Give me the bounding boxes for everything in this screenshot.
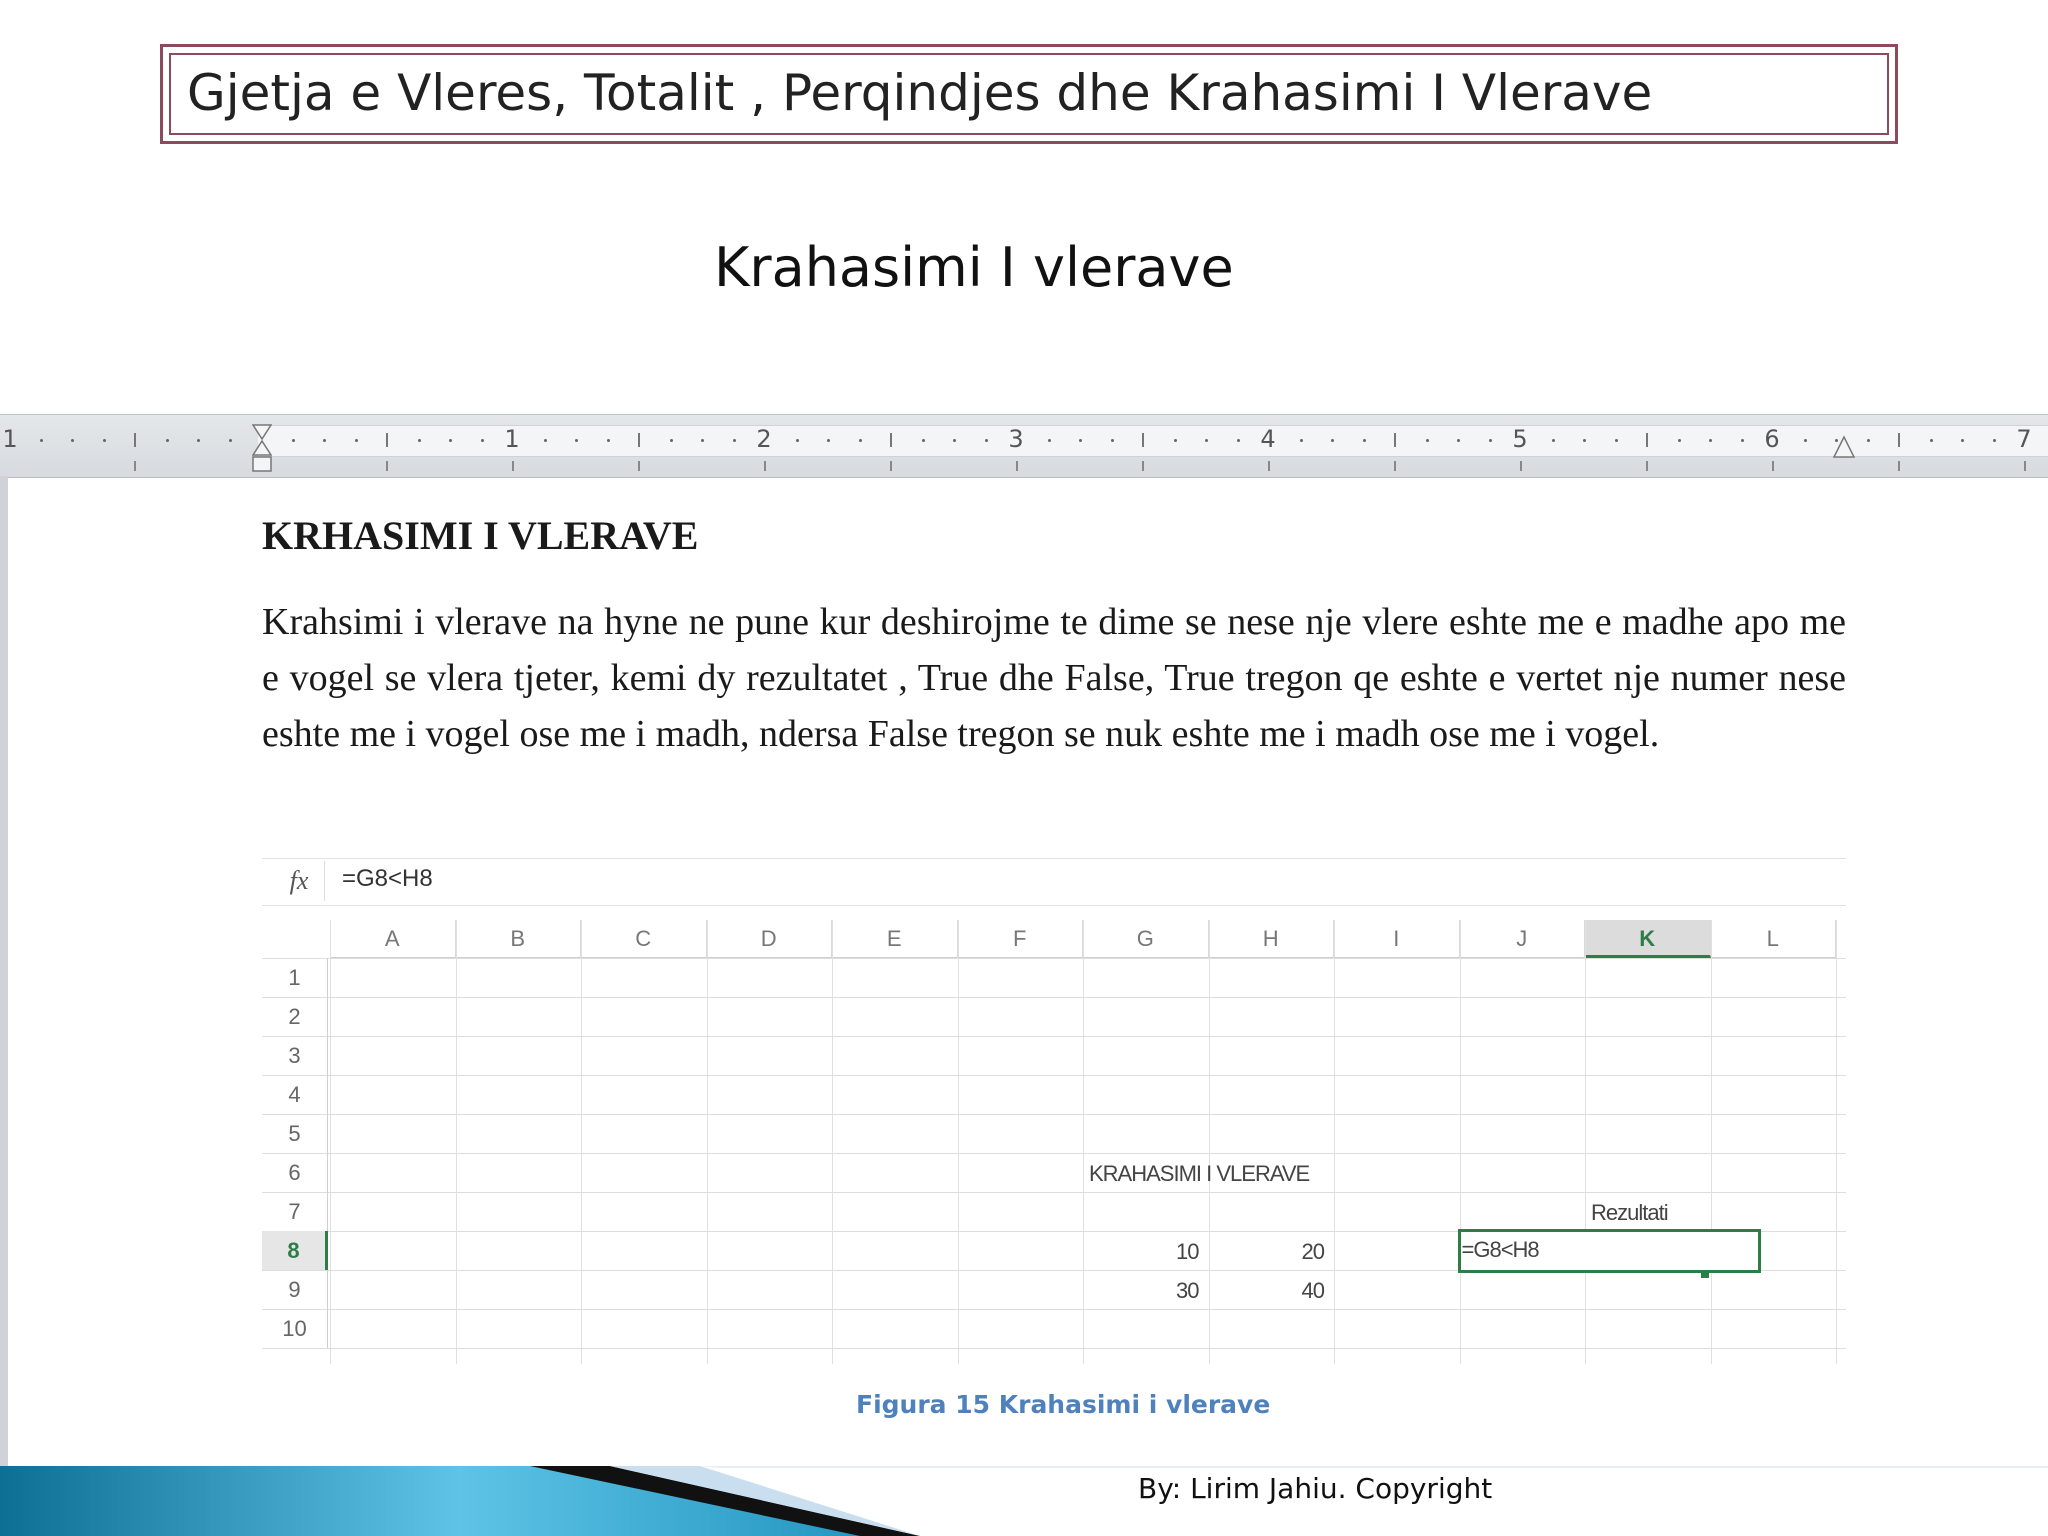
horizontal-ruler [0, 414, 2048, 478]
ruler-dot [40, 439, 43, 442]
column-header-g[interactable]: G [1083, 920, 1209, 958]
ruler-dot [1552, 439, 1555, 442]
ruler-bottom-tick [1268, 461, 1270, 471]
ruler-bottom-tick [1898, 461, 1900, 471]
ruler-dot [1048, 439, 1051, 442]
cell-g6-title: KRAHASIMI I VLERAVE [1089, 1161, 1310, 1186]
column-header-a[interactable]: A [330, 920, 456, 958]
grid-column-line [1460, 920, 1461, 1364]
spreadsheet-grid [262, 920, 1846, 1364]
ruler-dot [701, 439, 704, 442]
ruler-dot [103, 439, 106, 442]
grid-column-line [330, 920, 331, 1364]
grid-row-line [262, 1192, 1846, 1193]
ruler-dot [1615, 439, 1618, 442]
ruler-dot [229, 439, 232, 442]
ruler-half-tick [890, 433, 892, 447]
ruler-dot [1709, 439, 1712, 442]
ruler-half-tick [1394, 433, 1396, 447]
column-header-j[interactable]: J [1460, 920, 1586, 958]
column-header-k[interactable]: K [1585, 920, 1711, 958]
ruler-dot [1835, 439, 1838, 442]
column-header-b[interactable]: B [456, 920, 582, 958]
page-left-edge [0, 476, 8, 1466]
cell-j8-formula-edit[interactable]: =G8<H8 [1461, 1237, 1539, 1262]
ruler-bottom-tick [1772, 461, 1774, 471]
ruler-dot [1174, 439, 1177, 442]
grid-column-line [1711, 920, 1712, 1364]
grid-row-line [262, 1153, 1846, 1154]
ruler-dot [1678, 439, 1681, 442]
ruler-number: 7 [2016, 425, 2032, 453]
row-header-4[interactable]: 4 [262, 1075, 328, 1114]
ruler-dot [449, 439, 452, 442]
ruler-dot [418, 439, 421, 442]
ruler-bottom-tick [1016, 461, 1018, 471]
ruler-dot [197, 439, 200, 442]
row-header-6[interactable]: 6 [262, 1153, 328, 1192]
grid-column-line [832, 920, 833, 1364]
grid-row-line [262, 997, 1846, 998]
ruler-dot [323, 439, 326, 442]
slide-title: Gjetja e Vleres, Totalit , Perqindjes dhe Krahasimi I Vlerave [187, 63, 1653, 122]
ruler-dot [1993, 439, 1996, 442]
ruler-dot [1804, 439, 1807, 442]
ruler-dot [71, 439, 74, 442]
column-header-l[interactable]: L [1711, 920, 1837, 958]
column-header-h[interactable]: H [1209, 920, 1335, 958]
ruler-number: 3 [1008, 425, 1024, 453]
ruler-dot [1331, 439, 1334, 442]
column-header-c[interactable]: C [581, 920, 707, 958]
row-header-10[interactable]: 10 [262, 1309, 328, 1348]
cell-g8: 10 [1176, 1239, 1199, 1264]
figure-caption: Figura 15 Krahasimi i vlerave [856, 1390, 1271, 1419]
document-heading: KRHASIMI I VLERAVE [262, 513, 699, 558]
ruler-dot [481, 439, 484, 442]
ruler-bottom-tick [764, 461, 766, 471]
formula-text: =G8<H8 [342, 865, 433, 892]
ruler-dot [355, 439, 358, 442]
ruler-number: 6 [1764, 425, 1780, 453]
grid-row-line [262, 1348, 1846, 1349]
ruler-dot [1079, 439, 1082, 442]
ruler-dot [1363, 439, 1366, 442]
ruler-number: 4 [1260, 425, 1276, 453]
grid-row-line [262, 1075, 1846, 1076]
ruler-number: 5 [1512, 425, 1528, 453]
ruler-bottom-tick [512, 461, 514, 471]
grid-row-line [262, 958, 1846, 959]
ruler-dot [607, 439, 610, 442]
ruler-bottom-tick [1646, 461, 1648, 471]
ruler-bottom-tick [386, 461, 388, 471]
ruler-dot [575, 439, 578, 442]
indent-marker-icon[interactable] [252, 419, 272, 475]
word-document-screenshot [0, 414, 2048, 1466]
ruler-half-tick [386, 433, 388, 447]
slide-subtitle: Krahasimi I vlerave [714, 236, 1234, 299]
slide-title-box [160, 44, 1898, 144]
grid-column-line [456, 920, 457, 1364]
fill-handle[interactable] [1701, 1270, 1709, 1278]
ruler-half-tick [638, 433, 640, 447]
ruler-dot [544, 439, 547, 442]
cell-g9: 30 [1176, 1278, 1199, 1303]
column-header-e[interactable]: E [832, 920, 958, 958]
row-header-8[interactable]: 8 [262, 1231, 328, 1270]
ruler-half-tick [1646, 433, 1648, 447]
ruler-half-tick [1898, 433, 1900, 447]
ruler-dot [1426, 439, 1429, 442]
ruler-bottom-tick [1142, 461, 1144, 471]
ruler-dot [670, 439, 673, 442]
ruler-half-tick [1142, 433, 1144, 447]
grid-row-line [262, 1114, 1846, 1115]
ruler-bottom-tick [134, 461, 136, 471]
fx-label: fx [289, 866, 309, 895]
ruler-dot [733, 439, 736, 442]
ruler-bottom-tick [1394, 461, 1396, 471]
ruler-dot [1489, 439, 1492, 442]
ruler-bottom-tick [2024, 461, 2026, 471]
grid-column-line [1334, 920, 1335, 1364]
column-header-d[interactable]: D [707, 920, 833, 958]
fx-icon [274, 861, 325, 901]
ruler-dot [953, 439, 956, 442]
row-header-1[interactable]: 1 [262, 958, 328, 997]
row-header-9[interactable]: 9 [262, 1270, 328, 1309]
ruler-bottom-tick [638, 461, 640, 471]
ruler-dot [922, 439, 925, 442]
grid-column-line [1836, 920, 1837, 1364]
ruler-dot [985, 439, 988, 442]
cell-k7-label: Rezultati [1591, 1200, 1668, 1225]
ruler-dot [1583, 439, 1586, 442]
row-header-7[interactable]: 7 [262, 1192, 328, 1231]
ruler-bottom-tick [1520, 461, 1522, 471]
row-header-2[interactable]: 2 [262, 997, 328, 1036]
ruler-dot [1961, 439, 1964, 442]
ruler-dot [166, 439, 169, 442]
ruler-dot [1930, 439, 1933, 442]
grid-column-line [958, 920, 959, 1364]
ruler-dot [827, 439, 830, 442]
row-header-5[interactable]: 5 [262, 1114, 328, 1153]
ruler-half-tick [134, 433, 136, 447]
ruler-number: 2 [756, 425, 772, 453]
ruler-dot [1741, 439, 1744, 442]
column-header-i[interactable]: I [1334, 920, 1460, 958]
grid-column-line [581, 920, 582, 1364]
footer-copyright: By: Lirim Jahiu. Copyright [1138, 1472, 1493, 1505]
ruler-number: 1 [504, 425, 520, 453]
ruler-dot [1237, 439, 1240, 442]
ruler-dot [1300, 439, 1303, 442]
ruler-dot [1205, 439, 1208, 442]
row-header-3[interactable]: 3 [262, 1036, 328, 1075]
ruler-dot [1111, 439, 1114, 442]
ruler-dot [859, 439, 862, 442]
cell-h8: 20 [1301, 1239, 1324, 1264]
ruler-dot [292, 439, 295, 442]
document-paragraph: Krahsimi i vlerave na hyne ne pune kur deshirojme te dime se nese nje vlere eshte me e madhe apo me e vogel se vlera tjeter, kemi dy rezultatet , True dhe False, True tregon qe eshte e vertet nje numer nese eshte me i vogel ose me i madh, ndersa False tregon se nuk eshte me i madh ose me i vogel. [262, 601, 1846, 755]
formula-bar [262, 858, 1846, 906]
ruler-dot [1457, 439, 1460, 442]
grid-row-line [262, 1309, 1846, 1310]
grid-row-line [262, 1036, 1846, 1037]
grid-column-line [1585, 920, 1586, 1364]
grid-column-line [707, 920, 708, 1364]
cell-h9: 40 [1301, 1278, 1324, 1303]
ruler-dot [796, 439, 799, 442]
ruler-bottom-tick [890, 461, 892, 471]
column-header-f[interactable]: F [958, 920, 1084, 958]
ruler-dot [1867, 439, 1870, 442]
ruler-zero-mark: 1 [2, 425, 18, 453]
footer-decoration [0, 1466, 2048, 1536]
